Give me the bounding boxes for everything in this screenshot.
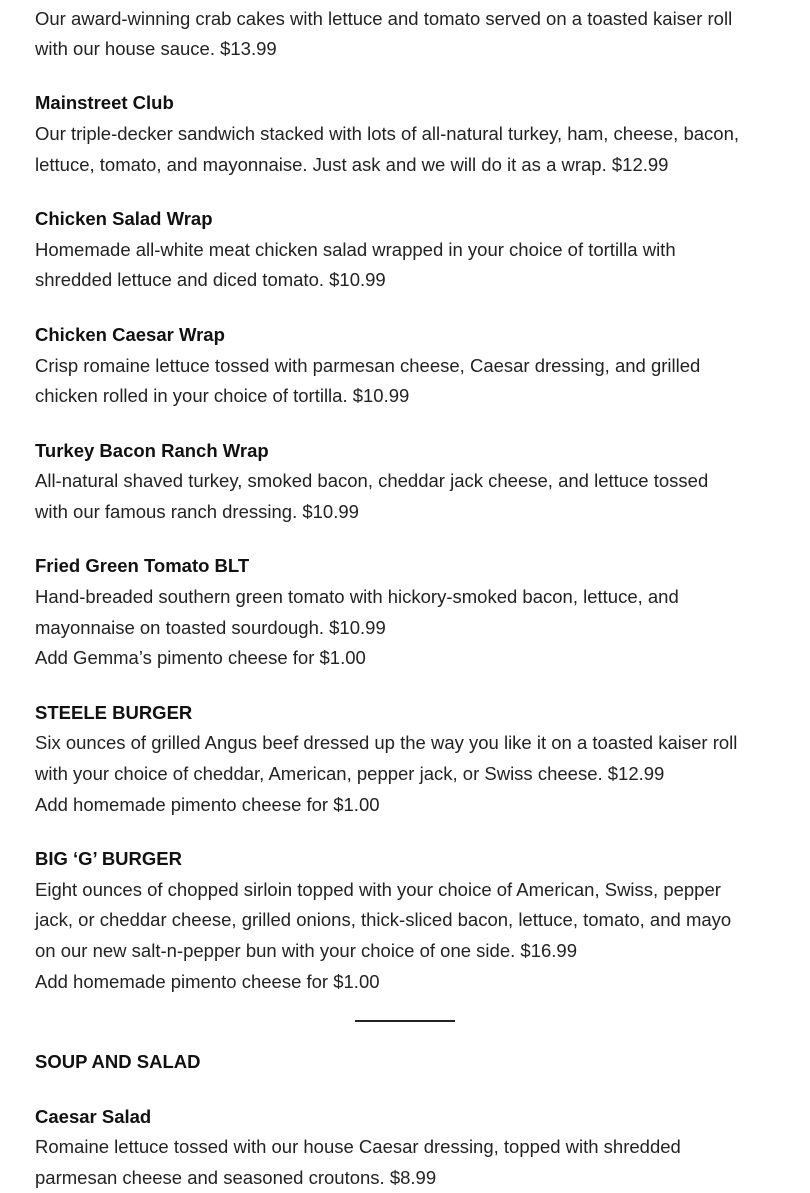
- item-title-steele-burger: STEELE BURGER: [35, 702, 193, 723]
- item-description-line: Hand-breaded southern green tomato with hickory-smoked bacon, lettuce, and: [35, 586, 679, 607]
- item-title-turkey-bacon-ranch-wrap: Turkey Bacon Ranch Wrap: [35, 440, 269, 461]
- item-description-line: lettuce, tomato, and mayonnaise. Just ask and we will do it as a wrap. $12.99: [35, 154, 669, 175]
- item-title-chicken-salad-wrap: Chicken Salad Wrap: [35, 208, 213, 229]
- item-description-line: Romaine lettuce tossed with our house Caesar dressing, topped with shredded: [35, 1136, 681, 1157]
- item-title-caesar-salad: Caesar Salad: [35, 1106, 152, 1127]
- item-addon-line: Add homemade pimento cheese for $1.00: [35, 971, 380, 992]
- item-description-line: shredded lettuce and diced tomato. $10.99: [35, 269, 386, 290]
- item-description-line: with your choice of cheddar, American, pepper jack, or Swiss cheese. $12.99: [35, 763, 665, 784]
- item-description-line: chicken rolled in your choice of tortilla. $10.99: [35, 385, 410, 406]
- item-title-mainstreet-club: Mainstreet Club: [35, 92, 174, 113]
- crab-cake-description-line-2: with our house sauce. $13.99: [35, 38, 277, 59]
- item-title-big-g-burger: BIG ‘G’ BURGER: [35, 848, 182, 869]
- item-title-fried-green-tomato-blt: Fried Green Tomato BLT: [35, 555, 250, 576]
- item-description-line: mayonnaise on toasted sourdough. $10.99: [35, 617, 386, 638]
- item-description-line: Six ounces of grilled Angus beef dressed up the way you like it on a toasted kaiser roll: [35, 732, 738, 753]
- item-description-line: Our triple-decker sandwich stacked with lots of all-natural turkey, ham, cheese, bacon,: [35, 123, 740, 144]
- item-description-line: parmesan cheese and seasoned croutons. $8.99: [35, 1167, 437, 1188]
- section-divider: [355, 1020, 455, 1022]
- item-description-line: jack, or cheddar cheese, grilled onions, thick-sliced bacon, lettuce, tomato, and mayo: [35, 909, 732, 930]
- item-description-line: All-natural shaved turkey, smoked bacon, cheddar jack cheese, and lettuce tossed: [35, 470, 709, 491]
- item-description-line: Eight ounces of chopped sirloin topped with your choice of American, Swiss, pepper: [35, 879, 721, 900]
- section-heading-soup-and-salad: SOUP AND SALAD: [35, 1051, 201, 1072]
- crab-cake-description-line-1: Our award-winning crab cakes with lettuce and tomato served on a toasted kaiser roll: [35, 8, 733, 29]
- item-description-line: on our new salt-n-pepper bun with your choice of one side. $16.99: [35, 940, 577, 961]
- item-description-line: with our famous ranch dressing. $10.99: [35, 501, 359, 522]
- item-description-line: Homemade all-white meat chicken salad wrapped in your choice of tortilla with: [35, 239, 676, 260]
- item-title-chicken-caesar-wrap: Chicken Caesar Wrap: [35, 324, 225, 345]
- item-addon-line: Add homemade pimento cheese for $1.00: [35, 794, 380, 815]
- item-description-line: Crisp romaine lettuce tossed with parmesan cheese, Caesar dressing, and grilled: [35, 355, 701, 376]
- item-addon-line: Add Gemma’s pimento cheese for $1.00: [35, 647, 366, 668]
